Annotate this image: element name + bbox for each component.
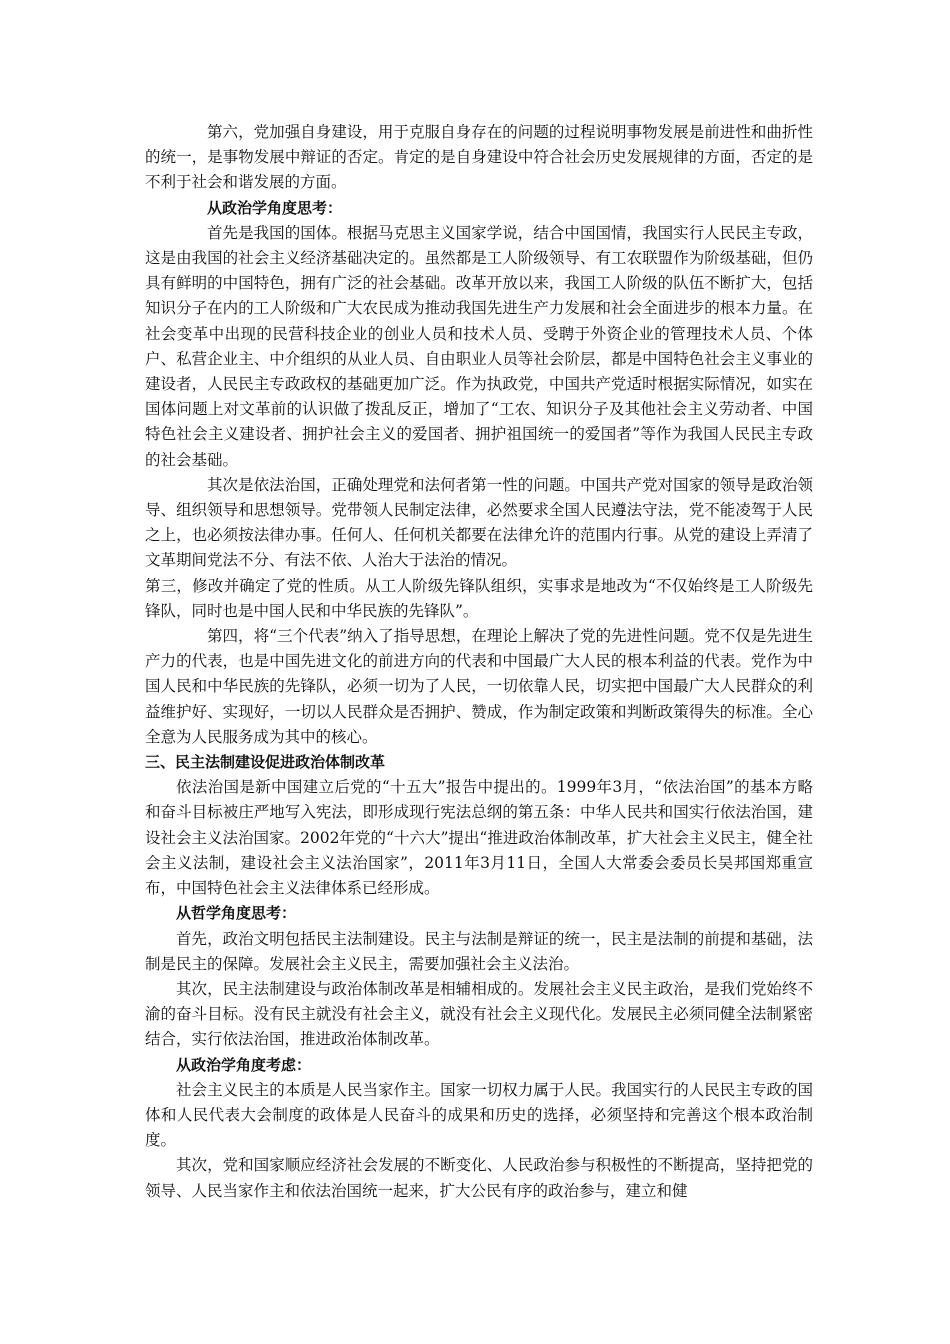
paragraph-political-participation: 其次，党和国家顺应经济社会发展的不断变化、人民政治参与积极性的不断提高，坚持把党的领导、人民当家作主和依法治国统一起来，扩大公民有序的政治参与，建立和健 bbox=[145, 1156, 813, 1200]
paragraph-sixth-point: 第六，党加强自身建设，用于克服自身存在的问题的过程说明事物发展是前进性和曲折性的统一，是事物发展中辩证的否定。肯定的是自身建设中符合社会历史发展规律的方面，否定的是不利于社会和谐发展的方面。 bbox=[145, 123, 813, 192]
heading-political-science-1: 从政治学角度思考： bbox=[207, 198, 343, 217]
paragraph-rule-of-law: 其次是依法治国，正确处理党和法何者第一性的问题。中国共产党对国家的领导是政治领导、组织领导和思想领导。党带领人民制定法律，必然要求全国人民遵法守法，党不能凌驾于人民之上，也必须按法律办事。任何人、任何机关都要在法律允许的范围内行事。从党的建设上弄清了文革期间党法不分、有法不依、人治大于法治的情况。 bbox=[145, 475, 813, 570]
paragraph-socialist-democracy: 社会主义民主的本质是人民当家作主。国家一切权力属于人民。我国实行的人民民主专政的国体和人民代表大会制度的政体是人民奋斗的成果和历史的选择，必须坚持和完善这个根本政治制度。 bbox=[145, 1080, 813, 1150]
document-body bbox=[145, 120, 813, 1204]
paragraph-party-nature: 第三，修改并确定了党的性质。从工人阶级先锋队组织，实事求是地改为“不仅始终是工人阶级先锋队，同时也是中国人民和中华民族的先锋队”。 bbox=[145, 576, 813, 620]
paragraph-three-represents: 第四，将“三个代表”纳入了指导思想，在理论上解决了党的先进性问题。党不仅是先进生产力的代表，也是中国先进文化的前进方向的代表和中国最广大人民的根本利益的代表。党作为中国人民和中华民族的先锋队，必须一切为了人民，一切依靠人民，切实把中国最广大人民群众的利益维护好、实现好，一切以人民群众是否拥护、赞成，作为制定政策和判断政策得失的标准。全心全意为人民服务成为其中的核心。 bbox=[145, 627, 813, 746]
paragraph-state-system: 首先是我国的国体。根据马克思主义国家学说，结合中国国情，我国实行人民民主专政，这是由我国的社会主义经济基础决定的。虽然都是工人阶级领导、有工农联盟作为阶级基础，但仍具有鲜明的中国特色，拥有广泛的社会基础。改革开放以来，我国工人阶级的队伍不断扩大，包括知识分子在内的工人阶级和广大农民成为推动我国先进生产力发展和社会全面进步的根本力量。在社会变革中出现的民营科技企业的创业人员和技术人员、受聘于外资企业的管理技术人员、个体户、私营企业主、中介组织的从业人员、自由职业人员等社会阶层，都是中国特色社会主义事业的建设者，人民民主专政政权的基础更加广泛。作为执政党，中国共产党适时根据实际情况，如实在国体问题上对文革前的认识做了拨乱反正，增加了“工农、知识分子及其他社会主义劳动者、中国特色社会主义建设者、拥护社会主义的爱国者、拥护祖国统一的爱国者”等作为我国人民民主专政的社会基础。 bbox=[145, 223, 813, 469]
paragraph-political-reform: 其次，民主法制建设与政治体制改革是相辅相成的。发展社会主义民主政治，是我们党始终不渝的奋斗目标。没有民主就没有社会主义，就没有社会主义现代化。发展民主必须同健全法制紧密结合，实行依法治国，推进政治体制改革。 bbox=[145, 979, 813, 1049]
section-heading-3: 三、民主法制建设促进政治体制改革 bbox=[145, 753, 386, 772]
paragraph-rule-of-law-history: 依法治国是新中国建立后党的“十五大”报告中提出的。1999年3月，“依法治国”的基本方略和奋斗目标被庄严地写入宪法，即形成现行宪法总纲的第五条：中华人民共和国实行依法治国，建设社会主义法治国家。2002年党的“十六大”提出“推进政治体制改革，扩大社会主义民主，健全社会主义法制，建设社会主义法治国家”，2011年3月11日，全国人大常委会委员长吴邦国郑重宣布，中国特色社会主义法律体系已经形成。 bbox=[145, 778, 813, 898]
heading-political-science-2: 从政治学角度考虑： bbox=[176, 1055, 312, 1074]
heading-philosophy: 从哲学角度思考： bbox=[176, 904, 297, 923]
paragraph-democracy-legal-system: 首先，政治文明包括民主法制建设。民主与法制是辩证的统一，民主是法制的前提和基础，法制是民主的保障。发展社会主义民主，需要加强社会主义法治。 bbox=[145, 929, 813, 973]
